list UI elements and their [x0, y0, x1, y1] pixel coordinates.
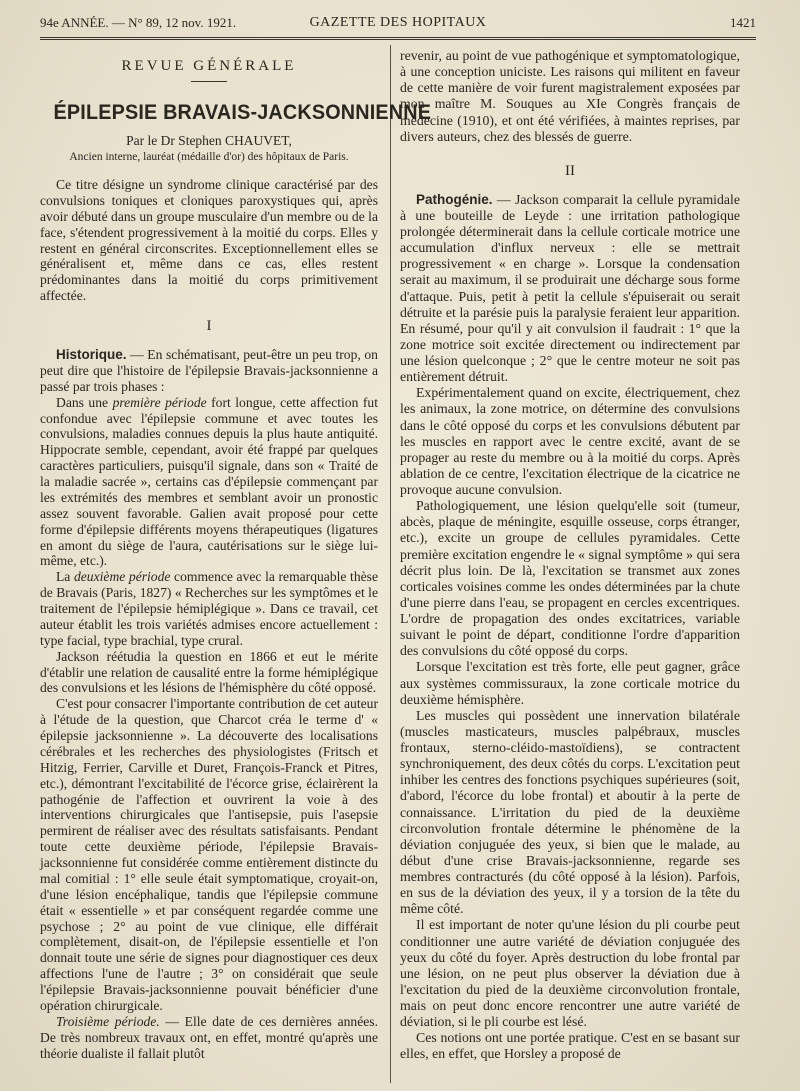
- text-run: commence avec la remarquable thèse de Bravais (Paris, 1827) « Recherches sur les symptômes et le traitement de l'épilepsie hémiplégique ». Dans ce travail, cet auteur établit les trois variétés admises encore actuellement : type facial, type brachial, type crural.: [40, 569, 378, 648]
- pathogenie-heading: Pathogénie.: [416, 191, 493, 207]
- emphasis: deuxième période: [73, 569, 171, 585]
- pathogenie-paragraph: [400, 192, 740, 386]
- intro-paragraph: Ce titre désigne un syndrome clinique caractérisé par des convulsions toniques et cloniques paroxystiques qui, après avoir débuté dans un groupe musculaire d'un membre ou de la face, s'étendent progressivement à la moitié du corps. Elles y restent en général circonscrites. Exceptionnellement elles se généralisent et, même dans ce cas, elles restent prédominantes dans la moitié du corps primitivement affectée.: [40, 177, 378, 304]
- issue-info: 94e ANNÉE. — N° 89, 12 nov. 1921.: [40, 15, 237, 30]
- third-period-paragraph: [40, 1014, 378, 1062]
- author-affiliation: Ancien interne, lauréat (médaille d'or) des hôpitaux de Paris.: [69, 151, 349, 163]
- left-column: [40, 48, 432, 1061]
- continuation-paragraph: revenir, au point de vue pathogénique et symptomatologique, à une conception uniciste. Les raisons qui militent en faveur de cette manière de voir furent magistralement exposées par mon maître M. Souques au XIe Congrès français de médecine (1910), et ont été vérifiées, à maintes reprises, par divers auteurs, chez des blessés de guerre.: [400, 48, 740, 144]
- strong-excitation-paragraph: Lorsque l'excitation est très forte, elle peut gagner, grâce aux systèmes commissuraux, la zone corticale motrice du deuxième hémisphère.: [400, 659, 740, 707]
- jackson-paragraph: Jackson réétudia la question en 1866 et eut le mérite d'établir une relation de causalité entre la forme hémiplégique des convulsions et les lésions de l'hémisphère du côté opposé.: [40, 648, 378, 696]
- emphasis: première période: [112, 394, 207, 410]
- experimental-paragraph: Expérimentalement quand on excite, électriquement, chez les animaux, la zone motrice, on détermine des convulsions dans le côté opposé du corps et les convulsions débutent par les muscles en rapport avec le centre excité, avant de se propager au reste du membre ou à la moitié du corps. Après ablation de ce centre, l'excitation électrique de la cicatrice ne provoque aucune convulsion.: [400, 385, 740, 497]
- pli-courbe-paragraph: Il est important de noter qu'une lésion du pli courbe peut conditionner une autre variété de déviation conjuguée des yeux du côté du foyer. Après destruction du lobe frontal par une lésion, on ne peut plus observer la déviation due à l'excitation du pied de la deuxième circonvolution frontale, mais on peut donc encore rencontrer une autre variété de déviation, si le pli courbe est lésé.: [400, 917, 740, 1030]
- historique-heading: Historique.: [56, 347, 127, 362]
- horsley-paragraph: Ces notions ont une portée pratique. C'est en se basant sur elles, en effet, que Horsley a proposé de: [400, 1030, 740, 1062]
- text-run: fort longue, cette affection fut confondue avec l'épilepsie commune et avec toutes les convulsions, maladies connues depuis la plus haute antiquité. Hippocrate semble, cependant, avoir été frappé par quelques caractères particuliers, puisqu'il signale, dans son « Traité de la maladie sacrée », certains cas d'épilepsie commençant par les extrémités des membres et semblant avoir un pronostic assez souvent favorable. Galien avait proposé pour cette forme d'épilepsie différents moyens thérapeutiques (ligatures en amont du siège de l'aura, cautérisations sur le siège lui-même, etc.).: [40, 394, 378, 569]
- pathogenie-text: — Jackson comparait la cellule pyramidale à une bouteille de Leyde : une irritation pathologique prolongée déterminerait dans la cellule corticale motrice une accumulation d'influx nerveux : elle se mettrait progressivement « en charge ». Lorsque la condensation serait au maximum, il se produirait une décharge sous forme d'attaque. Puis, petit à petit la cellule s'épuiserait ou serait détruite et la parésie puis la paralysie feraient leur apparition. En résumé, pour qu'il y ait convulsion il faudrait : 1° que la zone motrice soit excitée directement ou indirectement par une lésion quelconque ; 2° que le centre moteur ne soit pas entièrement détruit.: [400, 191, 740, 385]
- text-run: La: [56, 569, 74, 585]
- header-rule: [40, 37, 756, 40]
- second-period-paragraph: [40, 569, 378, 648]
- journal-title: GAZETTE DES HOPITAUX: [309, 15, 487, 30]
- right-column: [400, 48, 740, 1063]
- running-header: [40, 12, 756, 34]
- page-number: 1421: [730, 15, 756, 30]
- charcot-paragraph: C'est pour consacrer l'importante contribution de cet auteur à l'étude de la question, que Charcot créa le terme d' « épilepsie jacksonnienne ». La découverte des localisations cérébrales et les recherches des physiologistes (Fritsch et Hitzig, Ferrier, Carville et Duret, François-Franck et Pitres, etc.), démontrant l'excitabilité de l'écorce grise, éclairèrent la pathogénie de l'affection et ouvrirent la voie à des interventions chirurgicales que l'antisepsie, puis l'asepsie permirent de réaliser avec des résultats satisfaisants. Pendant toute cette deuxième période, l'épilepsie Bravais-jacksonnienne fut considérée comme entièrement distincte du mal comitial : 1° elle seule était symptomatique, croyait-on, d'une lésion encéphalique, tandis que l'épilepsie commune était « essentielle » et par conséquent regardée comme une psychose ; 2° au point de vue clinique, elle différait complètement, disait-on, de l'épilepsie essentielle et l'on donnait toute une série de signes pour diagnostiquer ces deux affections l'une de l'autre ; 3° on considérait que seule l'épilepsie Bravais-jacksonnienne pouvait bénéficier d'une opération chirurgicale.: [40, 696, 378, 1013]
- article-title: ÉPILEPSIE BRAVAIS-JACKSONNIENNE: [53, 100, 432, 124]
- section-number-1: I: [206, 318, 212, 334]
- section-number-2: II: [565, 162, 575, 179]
- bilateral-muscles-paragraph: Les muscles qui possèdent une innervation bilatérale (muscles masticateurs, muscles palpébraux, muscles frontaux, sterno-cléido-mastoïdiens), se contractent synchroniquement, des deux côtés du corps. L'excitation peut inhiber les centres des fonctions psychiques supérieures (soit, d'abord, l'écorce du lobe frontal) et aboutir à la perte de connaissance. L'irritation du pied de la deuxième circonvolution frontale détermine le phénomène de la déviation conjuguée des yeux, si bien que le malade, au début d'une crise Bravais-jacksonnienne, regarde ses membres contracturés (du côté opposé à la lésion). Parfois, en sus de la déviation des yeux, il y a torsion de la tête du même côté.: [400, 707, 740, 917]
- historique-paragraph: [40, 347, 378, 395]
- emphasis: Troisième période.: [56, 1013, 160, 1029]
- text-run: — Elle date de ces dernières années. De très nombreux travaux ont, en effet, montré qu'après une théorie dualiste il fallait plutôt: [40, 1013, 378, 1061]
- author-byline: Par le Dr Stephen CHAUVET,: [126, 133, 292, 148]
- column-divider: [390, 45, 391, 1083]
- historique-text: — En schématisant, peut-être un peu trop, on peut dire que l'histoire de l'épilepsie Bravais-jacksonnienne a passé par trois phases :: [40, 347, 378, 394]
- first-period-paragraph: [40, 395, 378, 570]
- pathological-paragraph: Pathologiquement, une lésion quelqu'elle soit (tumeur, abcès, plaque de méningite, esquille osseuse, corps étranger, etc.), excite un groupe de cellules pyramidales. Cette première excitation engendre le « signal symptôme » qui sera décrit plus loin. De là, l'excitation se transmet aux zones corticales voisines comme les ondes déterminées par la chute d'une pierre dans l'eau, se propagent en cercles excentriques. L'ordre de propagation des ondes excitatrices, variable suivant le point de départ, conditionne l'ordre d'apparition des convulsions du côté opposé du corps.: [400, 498, 740, 659]
- section-rubric: REVUE GÉNÉRALE: [121, 58, 297, 74]
- rubric-rule: [191, 81, 227, 82]
- text-run: Dans une: [56, 394, 113, 410]
